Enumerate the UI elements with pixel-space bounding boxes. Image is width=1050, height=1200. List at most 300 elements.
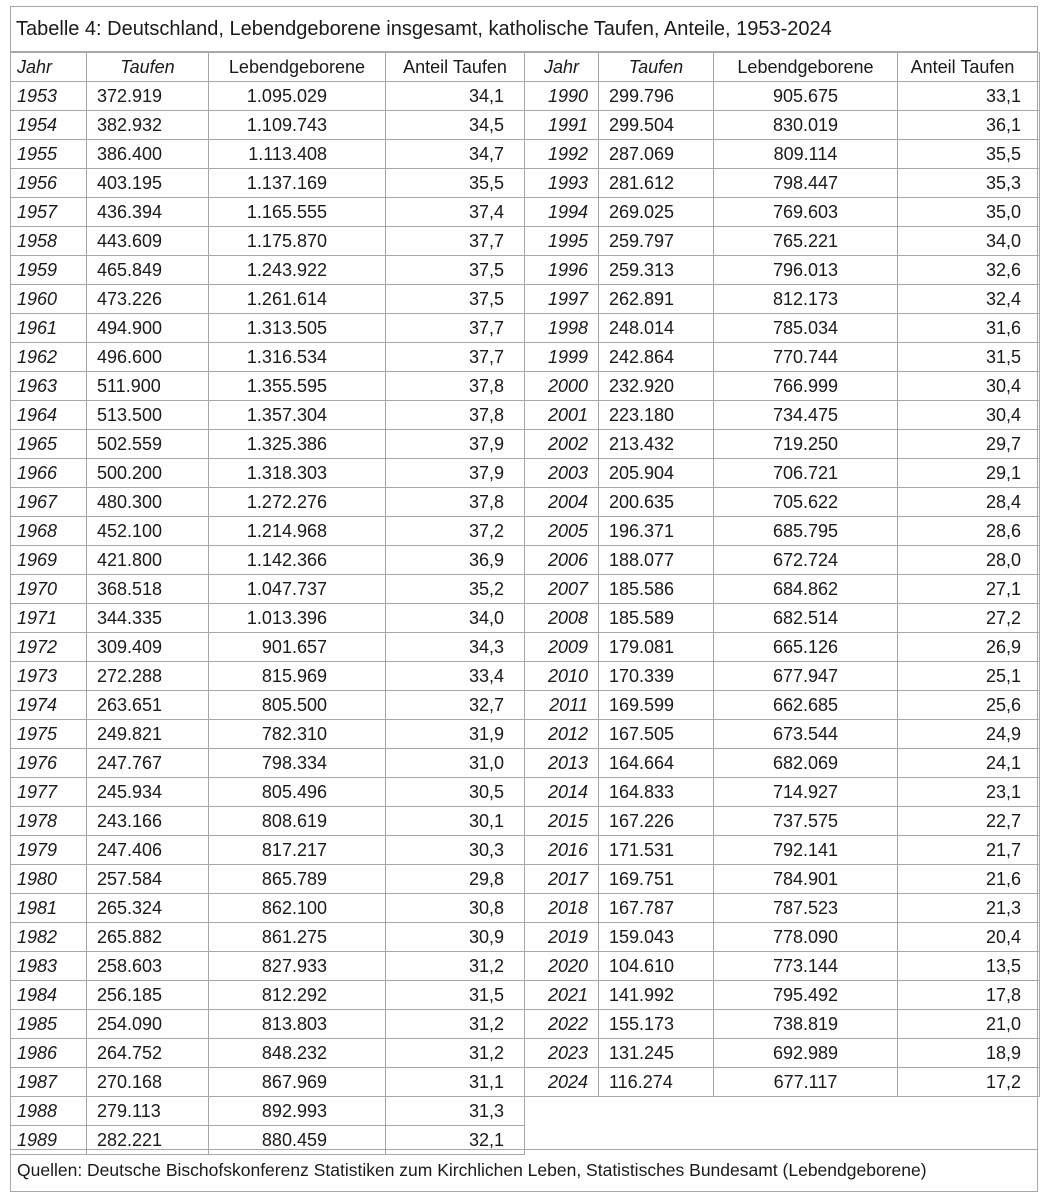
baptism-share-cell: 31,1 — [386, 1068, 525, 1097]
baptism-share-cell: 35,2 — [386, 575, 525, 604]
live-births-cell: 1.095.029 — [209, 82, 386, 111]
live-births-cell: 677.947 — [714, 662, 898, 691]
live-births-cell: 1.214.968 — [209, 517, 386, 546]
baptism-share-cell: 17,8 — [898, 981, 1040, 1010]
table-row — [525, 401, 1040, 430]
year-cell: 1956 — [11, 169, 87, 198]
table-row — [11, 1097, 525, 1126]
baptisms-cell: 164.664 — [599, 749, 714, 778]
baptisms-cell: 452.100 — [87, 517, 209, 546]
table-row — [11, 256, 525, 285]
baptisms-cell: 480.300 — [87, 488, 209, 517]
year-cell: 1955 — [11, 140, 87, 169]
header-baptism-share: Anteil Taufen — [386, 53, 525, 82]
baptism-share-cell: 22,7 — [898, 807, 1040, 836]
live-births-cell: 862.100 — [209, 894, 386, 923]
baptisms-cell: 443.609 — [87, 227, 209, 256]
live-births-cell: 805.496 — [209, 778, 386, 807]
year-cell: 2005 — [525, 517, 599, 546]
year-cell: 1982 — [11, 923, 87, 952]
baptism-share-cell: 27,2 — [898, 604, 1040, 633]
live-births-cell: 769.603 — [714, 198, 898, 227]
table-row — [525, 720, 1040, 749]
baptisms-cell: 513.500 — [87, 401, 209, 430]
year-cell: 1994 — [525, 198, 599, 227]
year-cell: 2016 — [525, 836, 599, 865]
table-row — [525, 546, 1040, 575]
year-cell: 2011 — [525, 691, 599, 720]
baptism-share-cell: 37,7 — [386, 314, 525, 343]
table-row — [11, 894, 525, 923]
table-row — [525, 778, 1040, 807]
table-row — [11, 1068, 525, 1097]
baptisms-cell: 167.226 — [599, 807, 714, 836]
baptism-share-cell: 29,7 — [898, 430, 1040, 459]
year-cell: 1995 — [525, 227, 599, 256]
baptism-share-cell: 30,4 — [898, 372, 1040, 401]
baptisms-cell: 344.335 — [87, 604, 209, 633]
year-cell: 1988 — [11, 1097, 87, 1126]
live-births-cell: 865.789 — [209, 865, 386, 894]
baptism-share-cell: 37,5 — [386, 256, 525, 285]
year-cell: 2002 — [525, 430, 599, 459]
baptisms-cell: 247.767 — [87, 749, 209, 778]
table-row — [11, 575, 525, 604]
table-row — [525, 314, 1040, 343]
table-row — [525, 488, 1040, 517]
year-cell: 1987 — [11, 1068, 87, 1097]
live-births-cell: 795.492 — [714, 981, 898, 1010]
live-births-cell: 778.090 — [714, 923, 898, 952]
table-row — [525, 575, 1040, 604]
baptisms-cell: 167.787 — [599, 894, 714, 923]
year-cell: 2003 — [525, 459, 599, 488]
baptisms-cell: 131.245 — [599, 1039, 714, 1068]
baptism-share-cell: 37,9 — [386, 459, 525, 488]
live-births-cell: 848.232 — [209, 1039, 386, 1068]
year-cell: 1967 — [11, 488, 87, 517]
live-births-cell: 805.500 — [209, 691, 386, 720]
table-row — [11, 227, 525, 256]
table-row — [525, 343, 1040, 372]
table-row — [11, 401, 525, 430]
baptism-share-cell: 34,5 — [386, 111, 525, 140]
live-births-cell: 827.933 — [209, 952, 386, 981]
table-row — [11, 140, 525, 169]
table-row — [525, 372, 1040, 401]
live-births-cell: 817.217 — [209, 836, 386, 865]
table-row — [11, 981, 525, 1010]
live-births-cell: 880.459 — [209, 1126, 386, 1155]
baptisms-cell: 223.180 — [599, 401, 714, 430]
table-row — [525, 1039, 1040, 1068]
baptisms-cell: 368.518 — [87, 575, 209, 604]
table-row — [11, 836, 525, 865]
baptisms-cell: 179.081 — [599, 633, 714, 662]
baptisms-cell: 282.221 — [87, 1126, 209, 1155]
table-row — [11, 749, 525, 778]
baptism-share-cell: 30,9 — [386, 923, 525, 952]
baptism-share-cell: 20,4 — [898, 923, 1040, 952]
baptism-share-cell: 37,7 — [386, 227, 525, 256]
live-births-cell: 685.795 — [714, 517, 898, 546]
live-births-cell: 1.261.614 — [209, 285, 386, 314]
live-births-cell: 867.969 — [209, 1068, 386, 1097]
live-births-cell: 1.272.276 — [209, 488, 386, 517]
year-cell: 2000 — [525, 372, 599, 401]
baptism-share-cell: 21,7 — [898, 836, 1040, 865]
baptisms-cell: 104.610 — [599, 952, 714, 981]
baptisms-cell: 386.400 — [87, 140, 209, 169]
baptism-share-cell: 37,8 — [386, 372, 525, 401]
baptisms-cell: 309.409 — [87, 633, 209, 662]
year-cell: 2017 — [525, 865, 599, 894]
table-row — [525, 517, 1040, 546]
year-cell: 1959 — [11, 256, 87, 285]
baptisms-cell: 245.934 — [87, 778, 209, 807]
table-row — [11, 430, 525, 459]
header-year: Jahr — [11, 53, 87, 82]
live-births-cell: 706.721 — [714, 459, 898, 488]
table-row — [11, 111, 525, 140]
year-cell: 1961 — [11, 314, 87, 343]
baptisms-cell: 269.025 — [599, 198, 714, 227]
live-births-cell: 785.034 — [714, 314, 898, 343]
year-cell: 2018 — [525, 894, 599, 923]
year-cell: 2010 — [525, 662, 599, 691]
baptisms-cell: 247.406 — [87, 836, 209, 865]
baptism-share-cell: 35,0 — [898, 198, 1040, 227]
baptisms-cell: 200.635 — [599, 488, 714, 517]
live-births-cell: 1.355.595 — [209, 372, 386, 401]
live-births-cell: 672.724 — [714, 546, 898, 575]
baptism-share-cell: 37,7 — [386, 343, 525, 372]
year-cell: 1968 — [11, 517, 87, 546]
year-cell: 1990 — [525, 82, 599, 111]
table-row — [11, 952, 525, 981]
baptism-share-cell: 36,1 — [898, 111, 1040, 140]
baptism-share-cell: 37,8 — [386, 401, 525, 430]
baptisms-cell: 270.168 — [87, 1068, 209, 1097]
year-cell: 2013 — [525, 749, 599, 778]
baptism-share-cell: 25,1 — [898, 662, 1040, 691]
baptisms-cell: 265.324 — [87, 894, 209, 923]
year-cell: 1971 — [11, 604, 87, 633]
baptism-share-cell: 28,4 — [898, 488, 1040, 517]
year-cell: 2004 — [525, 488, 599, 517]
table-row — [11, 662, 525, 691]
baptisms-cell: 436.394 — [87, 198, 209, 227]
live-births-cell: 796.013 — [714, 256, 898, 285]
baptisms-cell: 372.919 — [87, 82, 209, 111]
header-baptism-share: Anteil Taufen — [898, 53, 1040, 82]
table-row — [525, 140, 1040, 169]
baptism-share-cell: 31,2 — [386, 952, 525, 981]
baptisms-cell: 205.904 — [599, 459, 714, 488]
baptism-share-cell: 34,0 — [386, 604, 525, 633]
table-title: Tabelle 4: Deutschland, Lebendgeborene insgesamt, katholische Taufen, Anteile, 1953-2024 — [11, 7, 1037, 52]
baptism-share-cell: 31,5 — [898, 343, 1040, 372]
baptism-share-cell: 30,5 — [386, 778, 525, 807]
baptism-share-cell: 31,3 — [386, 1097, 525, 1126]
baptisms-cell: 382.932 — [87, 111, 209, 140]
live-births-cell: 1.318.303 — [209, 459, 386, 488]
live-births-cell: 738.819 — [714, 1010, 898, 1039]
year-cell: 1975 — [11, 720, 87, 749]
table-row — [11, 1010, 525, 1039]
live-births-cell: 677.117 — [714, 1068, 898, 1097]
year-cell: 1958 — [11, 227, 87, 256]
baptisms-cell: 403.195 — [87, 169, 209, 198]
table-row — [11, 517, 525, 546]
baptism-share-cell: 31,6 — [898, 314, 1040, 343]
baptism-share-cell: 32,7 — [386, 691, 525, 720]
baptism-share-cell: 21,6 — [898, 865, 1040, 894]
year-cell: 1993 — [525, 169, 599, 198]
baptisms-cell: 141.992 — [599, 981, 714, 1010]
baptism-share-cell: 13,5 — [898, 952, 1040, 981]
baptism-share-cell: 31,0 — [386, 749, 525, 778]
baptism-share-cell: 34,7 — [386, 140, 525, 169]
baptism-share-cell: 28,0 — [898, 546, 1040, 575]
baptisms-cell: 254.090 — [87, 1010, 209, 1039]
live-births-cell: 714.927 — [714, 778, 898, 807]
table-row — [525, 604, 1040, 633]
baptisms-cell: 164.833 — [599, 778, 714, 807]
table-row — [525, 285, 1040, 314]
year-cell: 1965 — [11, 430, 87, 459]
year-cell: 1978 — [11, 807, 87, 836]
baptisms-cell: 116.274 — [599, 1068, 714, 1097]
baptism-share-cell: 29,8 — [386, 865, 525, 894]
baptisms-cell: 299.796 — [599, 82, 714, 111]
year-cell: 2021 — [525, 981, 599, 1010]
baptisms-cell: 500.200 — [87, 459, 209, 488]
baptisms-cell: 465.849 — [87, 256, 209, 285]
right-data-table — [524, 52, 1040, 1097]
table-row — [11, 604, 525, 633]
year-cell: 1985 — [11, 1010, 87, 1039]
table-row — [525, 952, 1040, 981]
table-row — [11, 546, 525, 575]
live-births-cell: 1.243.922 — [209, 256, 386, 285]
baptism-share-cell: 29,1 — [898, 459, 1040, 488]
baptisms-cell: 232.920 — [599, 372, 714, 401]
live-births-cell: 1.357.304 — [209, 401, 386, 430]
live-births-cell: 813.803 — [209, 1010, 386, 1039]
live-births-cell: 684.862 — [714, 575, 898, 604]
table-row — [11, 285, 525, 314]
year-cell: 1980 — [11, 865, 87, 894]
baptisms-cell: 287.069 — [599, 140, 714, 169]
live-births-cell: 719.250 — [714, 430, 898, 459]
baptisms-cell: 259.797 — [599, 227, 714, 256]
table-row — [11, 198, 525, 227]
year-cell: 2008 — [525, 604, 599, 633]
live-births-cell: 770.744 — [714, 343, 898, 372]
baptisms-cell: 185.589 — [599, 604, 714, 633]
baptism-share-cell: 32,1 — [386, 1126, 525, 1155]
year-cell: 1973 — [11, 662, 87, 691]
live-births-cell: 673.544 — [714, 720, 898, 749]
year-cell: 1998 — [525, 314, 599, 343]
baptism-share-cell: 30,3 — [386, 836, 525, 865]
live-births-cell: 901.657 — [209, 633, 386, 662]
table-row — [11, 82, 525, 111]
header-live-births: Lebendgeborene — [209, 53, 386, 82]
table-row — [11, 459, 525, 488]
table-row — [11, 1039, 525, 1068]
table-row — [525, 894, 1040, 923]
year-cell: 2020 — [525, 952, 599, 981]
year-cell: 1969 — [11, 546, 87, 575]
baptism-share-cell: 30,1 — [386, 807, 525, 836]
baptisms-cell: 213.432 — [599, 430, 714, 459]
live-births-cell: 692.989 — [714, 1039, 898, 1068]
baptism-share-cell: 30,8 — [386, 894, 525, 923]
table-row — [11, 691, 525, 720]
year-cell: 1962 — [11, 343, 87, 372]
live-births-cell: 787.523 — [714, 894, 898, 923]
baptism-share-cell: 31,5 — [386, 981, 525, 1010]
baptisms-cell: 265.882 — [87, 923, 209, 952]
header-baptisms: Taufen — [599, 53, 714, 82]
live-births-cell: 861.275 — [209, 923, 386, 952]
table-row — [525, 1010, 1040, 1039]
baptisms-cell: 264.752 — [87, 1039, 209, 1068]
baptism-share-cell: 27,1 — [898, 575, 1040, 604]
year-cell: 1963 — [11, 372, 87, 401]
table-row — [525, 111, 1040, 140]
baptism-share-cell: 21,3 — [898, 894, 1040, 923]
baptism-share-cell: 34,3 — [386, 633, 525, 662]
year-cell: 1983 — [11, 952, 87, 981]
baptisms-cell: 170.339 — [599, 662, 714, 691]
year-cell: 1979 — [11, 836, 87, 865]
live-births-cell: 773.144 — [714, 952, 898, 981]
header-baptisms: Taufen — [87, 53, 209, 82]
baptism-share-cell: 34,0 — [898, 227, 1040, 256]
year-cell: 1954 — [11, 111, 87, 140]
table-row — [525, 633, 1040, 662]
table-row — [525, 430, 1040, 459]
live-births-cell: 765.221 — [714, 227, 898, 256]
table-header-row — [525, 53, 1040, 82]
baptism-share-cell: 26,9 — [898, 633, 1040, 662]
live-births-cell: 1.165.555 — [209, 198, 386, 227]
live-births-cell: 1.109.743 — [209, 111, 386, 140]
live-births-cell: 798.447 — [714, 169, 898, 198]
baptism-share-cell: 35,3 — [898, 169, 1040, 198]
table-row — [11, 720, 525, 749]
live-births-cell: 665.126 — [714, 633, 898, 662]
live-births-cell: 905.675 — [714, 82, 898, 111]
baptism-share-cell: 36,9 — [386, 546, 525, 575]
baptisms-cell: 272.288 — [87, 662, 209, 691]
baptisms-cell: 511.900 — [87, 372, 209, 401]
year-cell: 2015 — [525, 807, 599, 836]
live-births-cell: 1.013.396 — [209, 604, 386, 633]
table-row — [525, 749, 1040, 778]
live-births-cell: 784.901 — [714, 865, 898, 894]
baptism-share-cell: 32,6 — [898, 256, 1040, 285]
baptism-share-cell: 18,9 — [898, 1039, 1040, 1068]
year-cell: 1964 — [11, 401, 87, 430]
table-row — [525, 981, 1040, 1010]
table-row — [525, 662, 1040, 691]
baptism-share-cell: 34,1 — [386, 82, 525, 111]
live-births-cell: 682.514 — [714, 604, 898, 633]
baptisms-cell: 171.531 — [599, 836, 714, 865]
table-row — [11, 807, 525, 836]
baptisms-cell: 299.504 — [599, 111, 714, 140]
table-row — [525, 256, 1040, 285]
table-row — [525, 923, 1040, 952]
baptism-share-cell: 31,9 — [386, 720, 525, 749]
table-row — [11, 865, 525, 894]
baptism-share-cell: 33,4 — [386, 662, 525, 691]
year-cell: 1984 — [11, 981, 87, 1010]
table-row — [11, 778, 525, 807]
year-cell: 1960 — [11, 285, 87, 314]
year-cell: 1986 — [11, 1039, 87, 1068]
baptisms-cell: 257.584 — [87, 865, 209, 894]
baptisms-cell: 262.891 — [599, 285, 714, 314]
table-row — [525, 691, 1040, 720]
baptism-share-cell: 37,4 — [386, 198, 525, 227]
year-cell: 2009 — [525, 633, 599, 662]
year-cell: 1970 — [11, 575, 87, 604]
live-births-cell: 1.142.366 — [209, 546, 386, 575]
live-births-cell: 766.999 — [714, 372, 898, 401]
baptism-share-cell: 37,8 — [386, 488, 525, 517]
year-cell: 2023 — [525, 1039, 599, 1068]
baptism-share-cell: 33,1 — [898, 82, 1040, 111]
year-cell: 2006 — [525, 546, 599, 575]
baptism-share-cell: 23,1 — [898, 778, 1040, 807]
baptisms-cell: 169.599 — [599, 691, 714, 720]
table-row — [525, 459, 1040, 488]
baptisms-cell: 242.864 — [599, 343, 714, 372]
baptism-share-cell: 37,9 — [386, 430, 525, 459]
year-cell: 1999 — [525, 343, 599, 372]
baptism-share-cell: 24,1 — [898, 749, 1040, 778]
baptisms-cell: 249.821 — [87, 720, 209, 749]
table-row — [525, 807, 1040, 836]
baptism-share-cell: 21,0 — [898, 1010, 1040, 1039]
live-births-cell: 1.113.408 — [209, 140, 386, 169]
live-births-cell: 815.969 — [209, 662, 386, 691]
baptisms-cell: 263.651 — [87, 691, 209, 720]
table-row — [11, 633, 525, 662]
baptisms-cell: 496.600 — [87, 343, 209, 372]
year-cell: 1976 — [11, 749, 87, 778]
live-births-cell: 812.292 — [209, 981, 386, 1010]
live-births-cell: 792.141 — [714, 836, 898, 865]
table-row — [11, 343, 525, 372]
table-row — [11, 372, 525, 401]
year-cell: 1974 — [11, 691, 87, 720]
baptism-share-cell: 35,5 — [898, 140, 1040, 169]
year-cell: 1997 — [525, 285, 599, 314]
year-cell: 1953 — [11, 82, 87, 111]
live-births-cell: 830.019 — [714, 111, 898, 140]
live-births-cell: 1.175.870 — [209, 227, 386, 256]
baptism-share-cell: 17,2 — [898, 1068, 1040, 1097]
baptism-share-cell: 35,5 — [386, 169, 525, 198]
year-cell: 2022 — [525, 1010, 599, 1039]
year-cell: 1996 — [525, 256, 599, 285]
